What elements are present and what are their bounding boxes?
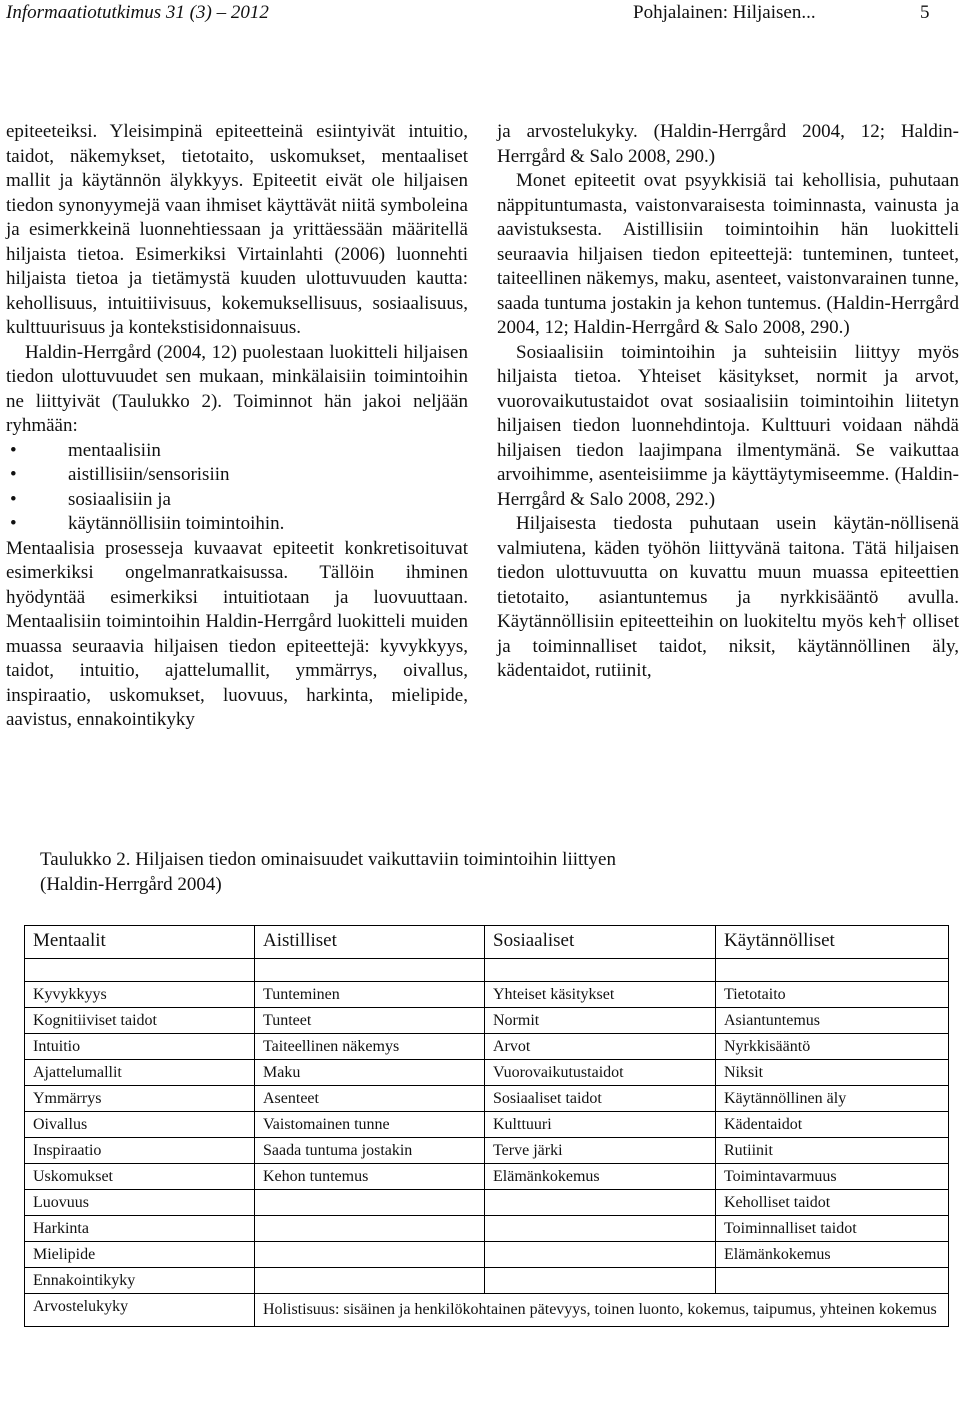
table-row: [25, 1164, 949, 1190]
table-cell: Vaistomainen tunne: [255, 1112, 485, 1138]
list-item: [6, 463, 468, 488]
table-cell: [255, 1216, 485, 1242]
table-cell: Ennakointikyky: [25, 1268, 255, 1294]
table-row: [25, 1034, 949, 1060]
table-header-row: [25, 926, 949, 959]
bullet-icon: •: [10, 513, 17, 534]
table-cell: [255, 1268, 485, 1294]
table-cell: Rutiinit: [716, 1138, 949, 1164]
paragraph: ja arvostelukyky. (Haldin-Herrgård 2004, 12; Haldin-Herrgård & Salo 2008, 290.): [497, 121, 959, 167]
column-header: Mentaalit: [25, 926, 255, 959]
table-row: [25, 1112, 949, 1138]
bullet-icon: •: [10, 488, 17, 510]
paragraph: Mentaalisia prosesseja kuvaavat epiteetit konkretisoituvat esimerkiksi ongelmanratkaisussa. Tällöin ihminen hyödyntää esimerkiksi intuitiotaan ja luovuuttaan. Mentaalisiin toimintoihin Haldin-Herrgård luokitteli muiden muassa seuraavia hiljaisen tiedon epiteettejä: kyvykkyys, taidot, intuitio, ajattelumallit, ymmärrys, oivallus, inspiraatio, uskomukset, luovuus, harkinta, mielipide, aavistus, ennakointikyky: [6, 537, 468, 730]
table-cell: Arvostelukyky: [25, 1294, 255, 1327]
table-cell: Arvot: [485, 1034, 716, 1060]
table-cell: [485, 1216, 716, 1242]
table-cell: Kulttuuri: [485, 1112, 716, 1138]
table-row: [25, 1268, 949, 1294]
table-cell: Intuitio: [25, 1034, 255, 1060]
table-cell: [485, 1190, 716, 1216]
tacit-knowledge-table: [24, 925, 949, 1327]
journal-name: Informaatiotutkimus 31 (3) – 2012: [6, 2, 269, 23]
page-number: 5: [920, 2, 930, 23]
list-item-text: sosiaalisiin ja: [68, 488, 171, 510]
table-cell: Ymmärrys: [25, 1086, 255, 1112]
list-item-text: käytännöllisiin toimintoihin.: [68, 513, 285, 534]
table-cell: Asenteet: [255, 1086, 485, 1112]
table-cell: Kyvykkyys: [25, 982, 255, 1008]
table-cell: Yhteiset käsitykset: [485, 982, 716, 1008]
column-header: Käytännölliset: [716, 926, 949, 959]
table-row: [25, 1216, 949, 1242]
column-header: Aistilliset: [255, 926, 485, 959]
table-cell: Taiteellinen näkemys: [255, 1034, 485, 1060]
column-header: Sosiaaliset: [485, 926, 716, 959]
list-item-text: aistillisiin/sensorisiin: [68, 464, 230, 485]
paragraph: Sosiaalisiin toimintoihin ja suhteisiin liittyy myös hiljaista tietoa. Yhteiset käsitykset, normit ja arvot, vuorovaikutustaidot ovat sosiaalisiin toimintoihin liitetyn hiljaisen tiedon luonnehdintoja. Kulttuuri voidaan nähdä hiljaisen tiedon laajimpana ilmentymänä. Se vaikuttaa arvoihimme, asenteisiimme ja käyttäytymiseemme. (Haldin-Herrgård & Salo 2008, 292.): [497, 341, 959, 510]
table-cell: Toimintavarmuus: [716, 1164, 949, 1190]
table-cell: Kädentaidot: [716, 1112, 949, 1138]
paragraph: Haldin-Herrgård (2004, 12) puolestaan luokitteli hiljaisen tiedon ulottuvuudet sen mukaan, minkälaisiin toimintoihin ne liittyivät (Taulukko 2). Toiminnot hän jakoi neljään ryhmään:: [6, 341, 468, 436]
table-cell: Saada tuntuma jostakin: [255, 1138, 485, 1164]
table-cell: Vuorovaikutustaidot: [485, 1060, 716, 1086]
table-cell: Käytännöllinen äly: [716, 1086, 949, 1112]
table-cell: [716, 1268, 949, 1294]
running-title: Pohjalainen: Hiljaisen...: [633, 2, 816, 23]
caption-source: (Haldin-Herrgård 2004): [40, 874, 222, 895]
table-cell: Uskomukset: [25, 1164, 255, 1190]
table-cell: Maku: [255, 1060, 485, 1086]
table-cell: Mielipide: [25, 1242, 255, 1268]
bullet-icon: •: [10, 439, 17, 461]
table-row: [25, 1086, 949, 1112]
bullet-icon: •: [10, 464, 17, 485]
list-item: [6, 488, 468, 513]
table-cell: Terve järki: [485, 1138, 716, 1164]
table-row: [25, 1138, 949, 1164]
activity-list: [6, 439, 468, 537]
table-cell: [485, 1242, 716, 1268]
left-column: [6, 120, 468, 733]
table-cell: Nyrkkisääntö: [716, 1034, 949, 1060]
table-cell: [255, 1242, 485, 1268]
table-row: [25, 1060, 949, 1086]
table-cell: Sosiaaliset taidot: [485, 1086, 716, 1112]
table-cell: [255, 1190, 485, 1216]
table-row: [25, 1008, 949, 1034]
table-cell: Elämänkokemus: [485, 1164, 716, 1190]
table-cell: Asiantuntemus: [716, 1008, 949, 1034]
table-cell: Harkinta: [25, 1216, 255, 1242]
table-cell: [485, 1268, 716, 1294]
table-cell: Niksit: [716, 1060, 949, 1086]
table-cell: Kehon tuntemus: [255, 1164, 485, 1190]
list-item: [6, 512, 468, 537]
table-row: [25, 1242, 949, 1268]
table-cell: Tunteminen: [255, 982, 485, 1008]
list-item: [6, 439, 468, 464]
table-cell: Kognitiiviset taidot: [25, 1008, 255, 1034]
table-row: [25, 982, 949, 1008]
holistic-cell: Holistisuus: sisäinen ja henkilökohtainen pätevyys, toinen luonto, kokemus, taipumus, yhteinen kokemus: [255, 1294, 949, 1327]
table-cell: Oivallus: [25, 1112, 255, 1138]
table-cell: Ajattelumallit: [25, 1060, 255, 1086]
paragraph: Monet epiteetit ovat psyykkisiä tai kehollisia, puhutaan näppituntumasta, vaistonvaraisesta toiminnasta, vainusta ja aavistuksesta. Aistillisiin toimintoihin hän luokitteli seuraavia hiljaisen tiedon epiteettejä: tunteminen, tunteet, taiteellinen näkemys, maku, asenteet, vaistonvarainen tunne, saada tuntuma jostakin ja kehon tuntemus. (Haldin-Herrgård 2004, 12; Haldin-Herrgård & Salo 2008, 290.): [497, 170, 959, 338]
paragraph: epiteeteiksi. Yleisimpinä epiteetteinä esiintyivät intuitio, taidot, näkemykset, tietotaito, uskomukset, mentaaliset mallit ja käytännön älykkyys. Epiteetit eivät ole hiljaisen tiedon synonyymejä vaan ihmiset käyttävät niitä symboleina ja esimerkkeinä luonnehtiessaan ja yrittäessään määritellä hiljaista tietoa. Esimerkiksi Virtainlahti (2006) luonnehti hiljaista tietoa ja tietämystä kuuden ulottuvuuden kautta: kehollisuus, intuitiivisuus, kokemuksellisuus, sosiaalisuus, kulttuurisuus ja kontekstisidonnaisuus.: [6, 121, 468, 338]
table-caption: [40, 847, 900, 897]
table-cell: Tunteet: [255, 1008, 485, 1034]
table-cell: Inspiraatio: [25, 1138, 255, 1164]
table-spacer-row: [25, 959, 949, 982]
table-row: [25, 1190, 949, 1216]
table-cell: Normit: [485, 1008, 716, 1034]
caption-line: Taulukko 2. Hiljaisen tiedon ominaisuudet vaikuttaviin toimintoihin liittyen: [40, 849, 616, 870]
table-cell: Toiminnalliset taidot: [716, 1216, 949, 1242]
table-cell: Keholliset taidot: [716, 1190, 949, 1216]
list-item-text: mentaalisiin: [68, 439, 161, 461]
table-row: [25, 1294, 949, 1327]
right-column: [497, 120, 959, 684]
table-cell: Tietotaito: [716, 982, 949, 1008]
paragraph: Hiljaisesta tiedosta puhutaan usein käytän-nöllisenä valmiutena, käden työhön liittyvänä taitona. Tätä hiljaisen tiedon ulottuvuutta on kuvattu muun muassa epiteettien tietotaito, asiantuntemus ja nyrkkisääntö avulla. Käytännöllisiin epiteetteihin on luokiteltu myös keh† olliset ja toiminnalliset taidot, niksit, käytännöllinen äly, kädentaidot, rutiinit,: [497, 513, 959, 681]
table-cell: Elämänkokemus: [716, 1242, 949, 1268]
table-cell: Luovuus: [25, 1190, 255, 1216]
page-header: [0, 0, 960, 30]
